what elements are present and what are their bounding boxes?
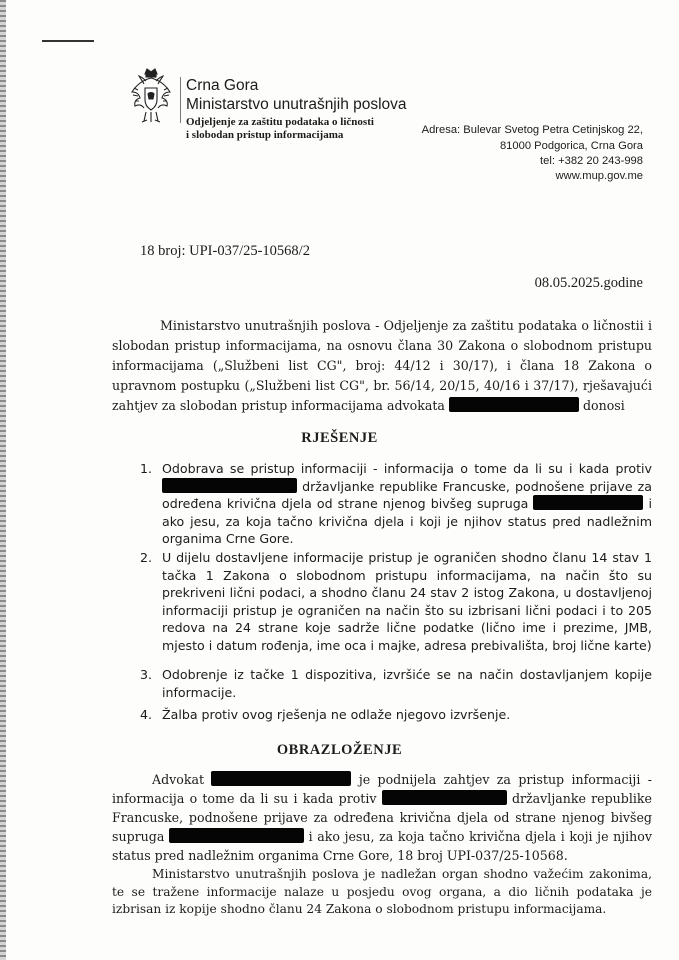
country-name: Crna Gora — [186, 77, 259, 94]
intro-paragraph — [112, 316, 652, 416]
address-line-2: 81000 Podgorica, Crna Gora — [499, 140, 643, 152]
redaction-block — [162, 478, 297, 493]
item-text: i ako jesu, za koja tačno krivična djela i koji je njihov status pred nadležnim organima Crne Gore. — [162, 496, 652, 546]
redaction-block — [169, 828, 304, 843]
item-number: 1. — [140, 461, 153, 476]
reasoning-paragraph-1 — [112, 770, 652, 865]
intro-text-end: donosi — [582, 398, 625, 413]
address-line-1: Adresa: Bulevar Svetog Petra Cetinjskog 22, — [421, 124, 643, 136]
reference-number: 18 broj: UPI-037/25-10568/2 — [140, 243, 310, 259]
department-line-2: i slobodan pristup informacijama — [186, 129, 344, 141]
decision-item-1 — [140, 460, 652, 548]
website: www.mup.gov.me — [555, 170, 643, 182]
montenegro-coat-of-arms-icon — [128, 66, 174, 128]
department-line-1: Odjeljenje za zaštitu podataka o ličnosti — [186, 116, 374, 128]
reasoning-text: Ministarstvo unutrašnjih poslova je nadležan organ shodno važećim zakonima, te se tražene informacije nalaze u posjedu ovog organa, a dio ličnih podataka je izbrisan iz kopije shodno članu 24 Zakona o slobodnom pristupu informacijama. — [112, 867, 652, 916]
reasoning-paragraph-2 — [112, 866, 652, 919]
decision-item-2 — [140, 549, 652, 654]
item-text: Odobrava se pristup informaciji - informacija o tome da li su i kada protiv — [162, 461, 652, 476]
item-number: 4. — [140, 707, 153, 722]
item-text: državljanke republike Francuske, podnošene prijave za određena krivična djela od strane njenog bivšeg supruga — [162, 478, 652, 511]
reasoning-text: državljanke republike Francuske, podnošene prijave za određena krivična djela od strane njenog bivšeg supruga — [112, 791, 652, 844]
reasoning-text: je podnijela zahtjev za pristup informaciji - informacija o tome da li su i kada protiv — [112, 772, 652, 806]
item-number: 2. — [140, 550, 153, 565]
header-divider — [180, 77, 181, 123]
item-text: U dijelu dostavljene informacije pristup je ograničen shodno članu 14 stav 1 tačka 1 Zakona o slobodnom pristupu informacijama, na način što su prekriveni lični podaci, a shodno članu 24 stav 2 istog Zakona, u dostavljenoj informaciji pristup je ograničen na način što su izbrisani lični podaci i to 205 redova na 24 strane koje sadrže lične podatke (lično ime i prezime, JMB, mjesto i datum rođenja, ime oca i majke, adresa prebivališta, broj lične karte) — [162, 550, 652, 653]
redaction-block — [211, 771, 351, 786]
decision-title: RJEŠENJE — [301, 430, 378, 446]
redaction-block — [533, 495, 643, 510]
reasoning-text: Advokat — [152, 772, 205, 787]
item-number: 3. — [140, 667, 153, 682]
decision-item-3 — [140, 666, 652, 701]
ministry-name: Ministarstvo unutrašnjih poslova — [186, 96, 407, 113]
reasoning-text: i ako jesu, za koja tačno krivična djela i koji je njihov status pred nadležnim organima Crne Gore, 18 broj UPI-037/25-10568. — [112, 829, 652, 863]
item-text: Žalba protiv ovog rješenja ne odlaže njegovo izvršenje. — [162, 707, 511, 722]
item-text: Odobrenje iz tačke 1 dispozitiva, izvršiće se na način dostavljanjem kopije informacije. — [162, 667, 652, 700]
redaction-block — [449, 397, 579, 412]
redaction-block — [382, 790, 507, 805]
intro-text: Ministarstvo unutrašnjih poslova - Odjeljenje za zaštitu podataka o ličnostii i slobodan pristup informacijama, na osnovu člana 30 Zakona o slobodnom pristupu informacijama („Službeni list CG", broj: 44/12 i 30/17), i člana 18 Zakona o upravnom postupku („Službeni list CG", br. 56/14, 20/15, 40/16 i 37/17), rješavajući zahtjev za slobodan pristup informacijama advokata — [112, 318, 652, 413]
phone-number: tel: +382 20 243-998 — [540, 155, 643, 167]
scan-edge — [0, 0, 6, 960]
reasoning-title: OBRAZLOŽENJE — [276, 742, 403, 758]
document-date: 08.05.2025.godine — [534, 275, 643, 291]
decision-item-4 — [140, 706, 652, 724]
scan-mark — [42, 40, 94, 42]
